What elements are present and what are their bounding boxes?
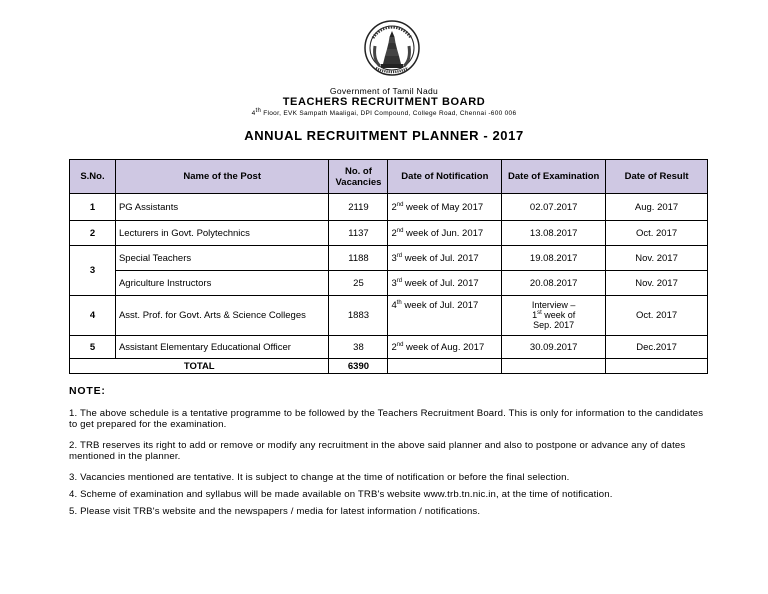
cell-vacancies: 1883	[329, 296, 388, 336]
notes-section	[69, 386, 714, 523]
cell-sno: 4	[70, 296, 116, 336]
note-item: 2. TRB reserves its right to add or remove or modify any recruitment in the above said planner and also to postpone or advance any of dates mentioned in the planner.	[69, 440, 686, 462]
cell-post: Asst. Prof. for Govt. Arts & Science Colleges	[115, 296, 329, 336]
cell-vacancies: 1137	[329, 221, 388, 246]
recruitment-planner-table	[69, 159, 708, 374]
empty-cell	[606, 359, 708, 374]
page-title: ANNUAL RECRUITMENT PLANNER - 2017	[244, 128, 524, 143]
cell-examination: 20.08.2017	[502, 271, 606, 296]
total-label: TOTAL	[70, 359, 329, 374]
cell-vacancies: 2119	[329, 194, 388, 221]
note-item: 4. Scheme of examination and syllabus will be made available on TRB's website www.trb.tn.nic.in, at the time of notification.	[69, 489, 613, 500]
table-row	[70, 296, 708, 336]
cell-post: Special Teachers	[115, 246, 329, 271]
cell-notification: 3rd week of Jul. 2017	[388, 246, 502, 271]
table-row	[70, 246, 708, 271]
cell-vacancies: 1188	[329, 246, 388, 271]
header-result: Date of Result	[606, 160, 708, 194]
header-post: Name of the Post	[115, 160, 329, 194]
cell-post: Assistant Elementary Educational Officer	[115, 336, 329, 359]
cell-sno: 3	[70, 246, 116, 296]
cell-examination: 30.09.2017	[502, 336, 606, 359]
cell-vacancies: 25	[329, 271, 388, 296]
cell-examination: 13.08.2017	[502, 221, 606, 246]
government-line: Government of Tamil Nadu	[329, 86, 439, 96]
header-examination: Date of Examination	[502, 160, 606, 194]
cell-notification: 2nd week of May 2017	[388, 194, 502, 221]
cell-examination: 19.08.2017	[502, 246, 606, 271]
table-header-row	[70, 160, 708, 194]
total-value: 6390	[329, 359, 388, 374]
table-row	[70, 221, 708, 246]
cell-result: Nov. 2017	[606, 246, 708, 271]
cell-examination: Interview – 1st week of Sep. 2017	[502, 296, 606, 336]
cell-result: Nov. 2017	[606, 271, 708, 296]
cell-sno: 1	[70, 194, 116, 221]
cell-notification: 3rd week of Jul. 2017	[388, 271, 502, 296]
header-vacancies: No. of Vacancies	[329, 160, 388, 194]
cell-result: Oct. 2017	[606, 296, 708, 336]
empty-cell	[502, 359, 606, 374]
note-item: 5. Please visit TRB's website and the newspapers / media for latest information / notifications.	[69, 506, 481, 517]
cell-result: Oct. 2017	[606, 221, 708, 246]
cell-vacancies: 38	[329, 336, 388, 359]
cell-post: Agriculture Instructors	[115, 271, 329, 296]
cell-notification: 2nd week of Jun. 2017	[388, 221, 502, 246]
cell-post: PG Assistants	[115, 194, 329, 221]
cell-result: Aug. 2017	[606, 194, 708, 221]
cell-notification: 2nd week of Aug. 2017	[388, 336, 502, 359]
header-sno: S.No.	[70, 160, 116, 194]
cell-sno: 5	[70, 336, 116, 359]
board-address: 4th Floor, EVK Sampath Maaligai, DPI Compound, College Road, Chennai -600 006	[251, 107, 517, 117]
tamil-nadu-emblem-icon	[364, 20, 420, 78]
cell-notification: 4th week of Jul. 2017	[388, 296, 502, 336]
notes-heading: NOTE:	[69, 385, 106, 397]
cell-sno: 2	[70, 221, 116, 246]
total-row	[70, 359, 708, 374]
note-item: 1. The above schedule is a tentative programme to be followed by the Teachers Recruitment Board. This is only for information to the candidates to get prepared for the examination.	[69, 408, 704, 430]
table-row	[70, 271, 708, 296]
cell-result: Dec.2017	[606, 336, 708, 359]
cell-examination: 02.07.2017	[502, 194, 606, 221]
note-item: 3. Vacancies mentioned are tentative. It is subject to change at the time of notification or before the final selection.	[69, 472, 570, 483]
cell-post: Lecturers in Govt. Polytechnics	[115, 221, 329, 246]
board-name: TEACHERS RECRUITMENT BOARD	[282, 96, 486, 108]
empty-cell	[388, 359, 502, 374]
table-row	[70, 194, 708, 221]
table-row	[70, 336, 708, 359]
header-notification: Date of Notification	[388, 160, 502, 194]
